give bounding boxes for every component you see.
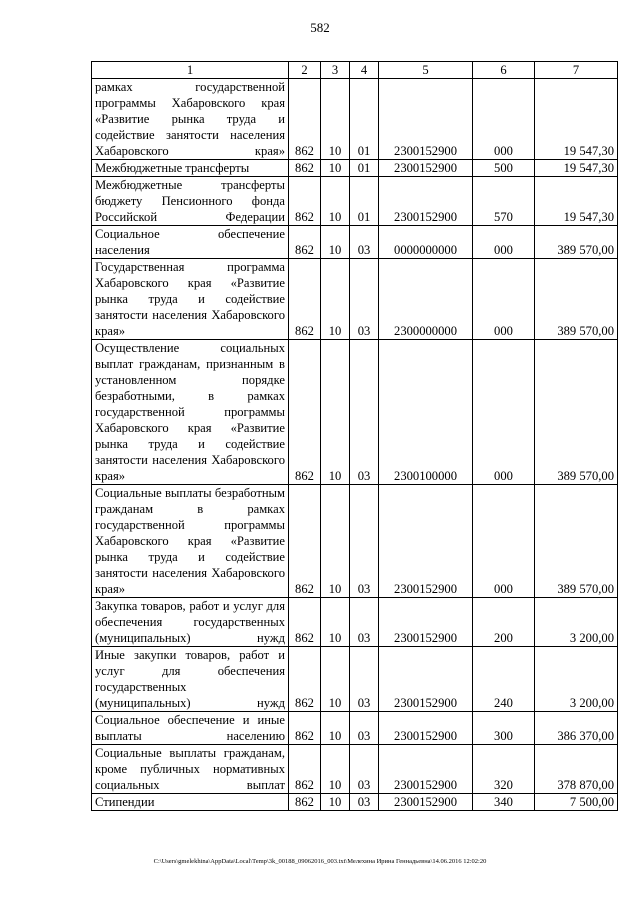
table-row: [92, 259, 618, 340]
row-col7-cell: 386 370,00: [535, 712, 618, 745]
row-col2-cell: 862: [289, 226, 321, 259]
row-col5-cell: 2300152900: [379, 745, 473, 794]
row-col3-cell: 10: [321, 226, 350, 259]
row-name-cell: Социальные выплаты безработным гражданам в рамках государственной программы Хабаровского края «Развитие рынка труда и содействие занятости населения Хабаровского края»: [92, 485, 289, 598]
header-col-5: 5: [379, 62, 473, 79]
row-col3-cell: 10: [321, 177, 350, 226]
row-col3-cell: 10: [321, 79, 350, 160]
header-col-6: 6: [473, 62, 535, 79]
row-name-cell: Государственная программа Хабаровского края «Развитие рынка труда и содействие занятости населения Хабаровского края»: [92, 259, 289, 340]
header-col-2: 2: [289, 62, 321, 79]
row-name-cell: Осуществление социальных выплат гражданам, признанным в установленном порядке безработными, в рамках государственной программы Хабаровского края «Развитие рынка труда и содействие занятости населения Хабаровского края»: [92, 340, 289, 485]
row-col7-cell: 19 547,30: [535, 160, 618, 177]
row-col6-cell: 000: [473, 226, 535, 259]
row-col4-cell: 03: [350, 485, 379, 598]
row-col3-cell: 10: [321, 794, 350, 811]
row-col7-cell: 7 500,00: [535, 794, 618, 811]
row-col4-cell: 03: [350, 745, 379, 794]
row-col2-cell: 862: [289, 160, 321, 177]
row-col7-cell: 389 570,00: [535, 485, 618, 598]
row-col3-cell: 10: [321, 160, 350, 177]
row-col5-cell: 2300152900: [379, 598, 473, 647]
row-col6-cell: 000: [473, 259, 535, 340]
row-col6-cell: 320: [473, 745, 535, 794]
row-col2-cell: 862: [289, 745, 321, 794]
page-number: 582: [310, 20, 330, 35]
row-col5-cell: 2300100000: [379, 340, 473, 485]
row-col2-cell: 862: [289, 712, 321, 745]
row-col6-cell: 000: [473, 485, 535, 598]
row-col5-cell: 2300152900: [379, 712, 473, 745]
row-col4-cell: 03: [350, 712, 379, 745]
row-col5-cell: 0000000000: [379, 226, 473, 259]
row-col2-cell: 862: [289, 177, 321, 226]
row-name-cell: Социальные выплаты гражданам, кроме публичных нормативных социальных выплат: [92, 745, 289, 794]
table-row: [92, 340, 618, 485]
row-col4-cell: 03: [350, 226, 379, 259]
row-col3-cell: 10: [321, 598, 350, 647]
row-col2-cell: 862: [289, 259, 321, 340]
row-col7-cell: 378 870,00: [535, 745, 618, 794]
table-row: [92, 226, 618, 259]
row-col4-cell: 03: [350, 598, 379, 647]
row-col4-cell: 01: [350, 177, 379, 226]
row-col5-cell: 2300000000: [379, 259, 473, 340]
table-row: [92, 745, 618, 794]
row-col4-cell: 01: [350, 79, 379, 160]
row-col6-cell: 340: [473, 794, 535, 811]
header-col-3: 3: [321, 62, 350, 79]
row-col6-cell: 570: [473, 177, 535, 226]
table-row: [92, 598, 618, 647]
row-col6-cell: 000: [473, 79, 535, 160]
row-col5-cell: 2300152900: [379, 647, 473, 712]
row-col6-cell: 000: [473, 340, 535, 485]
table-row: [92, 160, 618, 177]
row-name-cell: Межбюджетные трансферты бюджету Пенсионного фонда Российской Федерации: [92, 177, 289, 226]
row-col6-cell: 500: [473, 160, 535, 177]
row-col5-cell: 2300152900: [379, 794, 473, 811]
row-col5-cell: 2300152900: [379, 160, 473, 177]
row-col3-cell: 10: [321, 712, 350, 745]
row-col4-cell: 03: [350, 259, 379, 340]
row-col3-cell: 10: [321, 647, 350, 712]
table-row: [92, 647, 618, 712]
row-col6-cell: 200: [473, 598, 535, 647]
row-col7-cell: 389 570,00: [535, 226, 618, 259]
row-col2-cell: 862: [289, 598, 321, 647]
row-col5-cell: 2300152900: [379, 485, 473, 598]
row-col2-cell: 862: [289, 485, 321, 598]
row-col3-cell: 10: [321, 745, 350, 794]
row-col7-cell: 19 547,30: [535, 79, 618, 160]
footer-file-path: C:\Users\gmelekhina\AppData\Local\Temp\3k_00188_09062016_003.txt\Мелехина Ирина Геннадьевна\14.06.2016 12:02:20: [153, 858, 487, 865]
row-col2-cell: 862: [289, 794, 321, 811]
row-col5-cell: 2300152900: [379, 79, 473, 160]
row-col7-cell: 389 570,00: [535, 259, 618, 340]
table-header-row: [92, 62, 618, 79]
row-name-cell: Межбюджетные трансферты: [92, 160, 289, 177]
row-col3-cell: 10: [321, 485, 350, 598]
budget-table: [91, 61, 618, 811]
row-name-cell: Социальное обеспечение населения: [92, 226, 289, 259]
row-col4-cell: 03: [350, 647, 379, 712]
row-col7-cell: 3 200,00: [535, 647, 618, 712]
row-col6-cell: 240: [473, 647, 535, 712]
row-col7-cell: 3 200,00: [535, 598, 618, 647]
row-name-cell: Социальное обеспечение и иные выплаты населению: [92, 712, 289, 745]
row-name-cell: Стипендии: [92, 794, 289, 811]
row-name-cell: Закупка товаров, работ и услуг для обеспечения государственных (муниципальных) нужд: [92, 598, 289, 647]
row-col4-cell: 03: [350, 340, 379, 485]
header-col-4: 4: [350, 62, 379, 79]
row-col2-cell: 862: [289, 79, 321, 160]
row-name-cell: Иные закупки товаров, работ и услуг для обеспечения государственных (муниципальных) нужд: [92, 647, 289, 712]
row-col2-cell: 862: [289, 647, 321, 712]
row-col3-cell: 10: [321, 340, 350, 485]
row-col7-cell: 389 570,00: [535, 340, 618, 485]
header-col-7: 7: [535, 62, 618, 79]
row-col5-cell: 2300152900: [379, 177, 473, 226]
row-col6-cell: 300: [473, 712, 535, 745]
table-row: [92, 712, 618, 745]
row-col4-cell: 01: [350, 160, 379, 177]
row-col7-cell: 19 547,30: [535, 177, 618, 226]
row-col2-cell: 862: [289, 340, 321, 485]
header-col-1: 1: [92, 62, 289, 79]
table-row: [92, 79, 618, 160]
table-row: [92, 177, 618, 226]
table-row: [92, 485, 618, 598]
table-row: [92, 794, 618, 811]
row-col4-cell: 03: [350, 794, 379, 811]
row-name-cell: рамках государственной программы Хабаровского края «Развитие рынка труда и содействие занятости населения Хабаровского края»: [92, 79, 289, 160]
row-col3-cell: 10: [321, 259, 350, 340]
